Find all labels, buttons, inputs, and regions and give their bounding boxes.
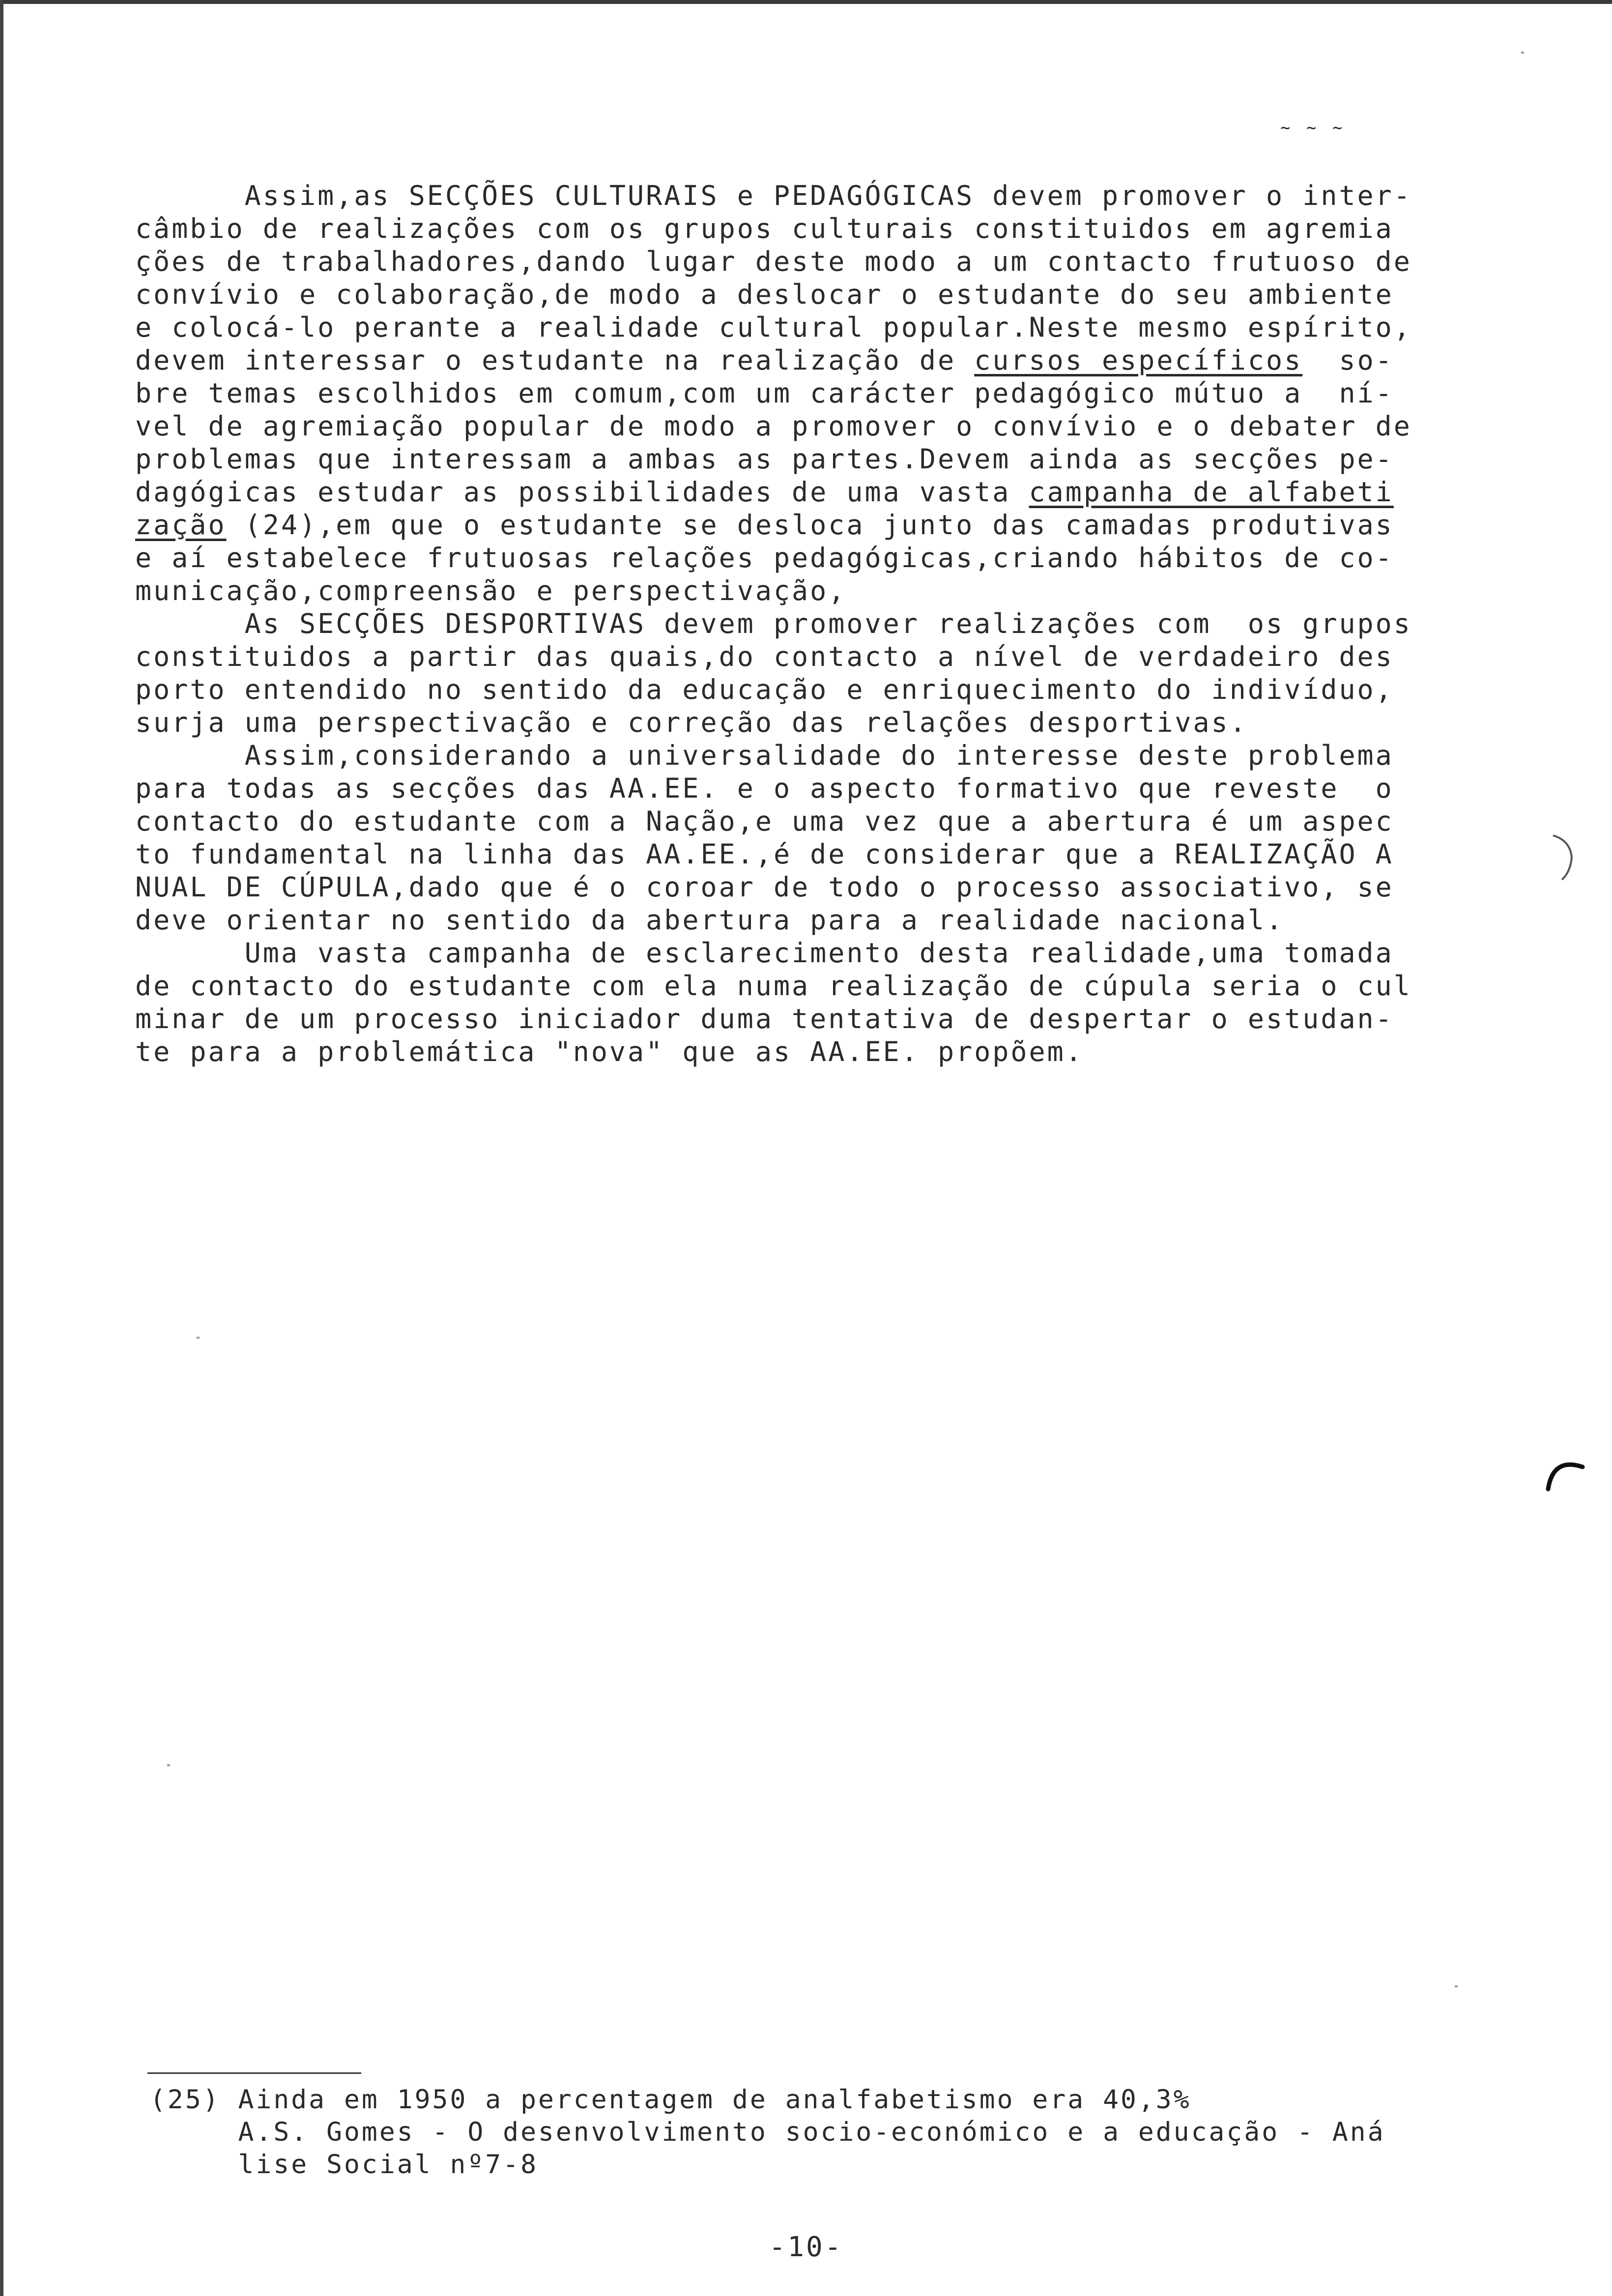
text-run: problemas que interessam a ambas as partes.Devem ainda as secções pe- (135, 443, 1394, 475)
text-run: de contacto do estudante com ela numa realização de cúpula seria o cul (135, 970, 1412, 1002)
text-run: te para a problemática "nova" que as AA.EE. propõem. (135, 1036, 1084, 1067)
text-line (135, 937, 1497, 970)
text-run: ções de trabalhadores,dando lugar deste modo a um contacto frutuoso de (135, 246, 1412, 277)
scan-speck (1521, 52, 1524, 54)
paragraph (135, 937, 1497, 1068)
text-line (135, 278, 1497, 311)
paragraph (135, 607, 1497, 739)
text-run: e colocá-lo perante a realidade cultural popular.Neste mesmo espírito, (135, 312, 1412, 343)
text-line (135, 443, 1497, 476)
text-line (135, 212, 1497, 245)
text-line (135, 245, 1497, 278)
text-line (135, 509, 1497, 542)
text-line (135, 311, 1497, 344)
text-line (135, 1003, 1497, 1035)
text-run: deve orientar no sentido da abertura para a realidade nacional. (135, 904, 1285, 936)
text-run: vel de agremiação popular de modo a promover o convívio e o debater de (135, 410, 1412, 442)
page-number: -10- (769, 2231, 843, 2263)
text-line (135, 640, 1497, 673)
text-line (135, 476, 1497, 509)
text-line (135, 673, 1497, 706)
text-line (135, 970, 1497, 1003)
margin-paren-mark (1548, 831, 1578, 885)
text-line (135, 377, 1497, 410)
text-run: Uma vasta campanha de esclarecimento desta realidade,uma tomada (135, 937, 1394, 969)
text-run: municação,compreensão e perspectivação, (135, 575, 847, 606)
text-line (135, 1035, 1497, 1068)
underlined-phrase: campanha de alfabeti (1029, 476, 1394, 508)
text-run: to fundamental na linha das AA.EE.,é de considerar que a REALIZAÇÃO A (135, 838, 1394, 870)
text-line (135, 607, 1497, 640)
paragraph (135, 179, 1497, 607)
text-run: contacto do estudante com a Nação,e uma vez que a abertura é um aspec (135, 805, 1394, 837)
text-line (135, 574, 1497, 607)
text-line (135, 739, 1497, 772)
text-line (135, 904, 1497, 937)
text-run: so- (1302, 344, 1394, 376)
page-left-edge (0, 0, 3, 2296)
text-line (135, 805, 1497, 838)
text-line (135, 410, 1497, 443)
text-run: Assim,considerando a universalidade do interesse deste problema (135, 740, 1394, 771)
footnote-line: A.S. Gomes - O desenvolvimento socio-económico e a educação - Aná (150, 2117, 1385, 2147)
text-line (135, 838, 1497, 871)
text-run: Assim,as SECÇÕES CULTURAIS e PEDAGÓGICAS devem promover o inter- (135, 180, 1412, 211)
document-body (135, 179, 1497, 1068)
text-run: para todas as secções das AA.EE. e o aspecto formativo que reveste o (135, 773, 1394, 804)
footnote-divider (147, 2072, 361, 2074)
text-line (135, 542, 1497, 574)
text-run: NUAL DE CÚPULA,dado que é o coroar de todo o processo associativo, se (135, 871, 1394, 903)
text-line (135, 772, 1497, 805)
page-top-edge (0, 0, 1612, 4)
text-run: surja uma perspectivação e correção das relações desportivas. (135, 707, 1248, 738)
underlined-phrase: cursos específicos (974, 344, 1303, 376)
footnote-block (150, 2084, 1511, 2181)
text-line (135, 871, 1497, 904)
text-run: dagógicas estudar as possibilidades de uma vasta (135, 476, 1029, 508)
text-run: constituidos a partir das quais,do contacto a nível de verdadeiro des (135, 641, 1394, 672)
header-ornament: ~ ~ ~ (1280, 118, 1346, 138)
text-run: câmbio de realizações com os grupos culturais constituidos em agremia (135, 213, 1394, 244)
text-run: e aí estabelece frutuosas relações pedagógicas,criando hábitos de co- (135, 542, 1394, 574)
text-run: As SECÇÕES DESPORTIVAS devem promover realizações com os grupos (135, 608, 1412, 639)
scan-speck (1455, 1985, 1458, 1987)
text-run: convívio e colaboração,de modo a deslocar o estudante do seu ambiente (135, 279, 1394, 310)
underlined-phrase: zação (135, 509, 227, 541)
text-run: devem interessar o estudante na realização de (135, 344, 975, 376)
paragraph (135, 739, 1497, 937)
footnote-line: (25) Ainda em 1950 a percentagem de analfabetismo era 40,3% (150, 2085, 1191, 2115)
text-line (135, 344, 1497, 377)
text-run: minar de um processo iniciador duma tentativa de despertar o estudan- (135, 1003, 1394, 1034)
text-line (135, 179, 1497, 212)
text-line (135, 706, 1497, 739)
text-run: porto entendido no sentido da educação e enriquecimento do indivíduo, (135, 674, 1394, 705)
text-run: bre temas escolhidos em comum,com um carácter pedagógico mútuo a ní- (135, 377, 1394, 409)
scan-speck (167, 1764, 170, 1766)
margin-arc-mark (1543, 1455, 1587, 1494)
scan-speck (197, 1337, 200, 1339)
footnote-line: lise Social nº7-8 (150, 2150, 538, 2180)
text-run: (24),em que o estudante se desloca junto das camadas produtivas (226, 509, 1394, 541)
